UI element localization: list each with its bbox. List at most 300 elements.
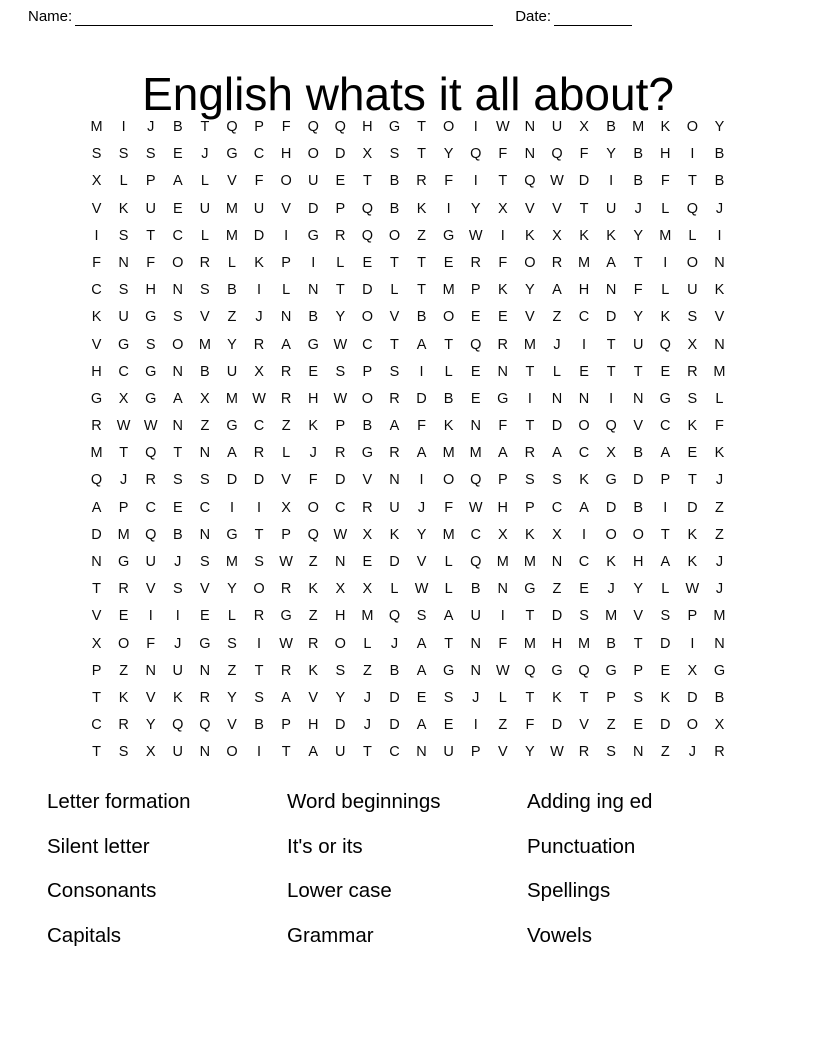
grid-cell[interactable]: G: [442, 662, 455, 679]
grid-cell[interactable]: O: [632, 526, 644, 543]
grid-cell[interactable]: K: [118, 689, 129, 706]
grid-cell[interactable]: J: [553, 336, 561, 353]
grid-cell[interactable]: A: [497, 445, 508, 462]
grid-cell[interactable]: D: [389, 689, 400, 706]
grid-cell[interactable]: Z: [227, 309, 237, 326]
grid-cell[interactable]: Q: [307, 119, 319, 135]
grid-cell[interactable]: H: [145, 282, 156, 299]
grid-cell[interactable]: H: [362, 119, 373, 135]
grid-cell[interactable]: O: [172, 336, 184, 353]
grid-cell[interactable]: B: [389, 662, 400, 679]
grid-cell[interactable]: L: [282, 282, 291, 299]
grid-cell[interactable]: C: [118, 363, 129, 380]
grid-cell[interactable]: V: [145, 581, 156, 598]
grid-cell[interactable]: D: [91, 526, 102, 543]
grid-cell[interactable]: M: [713, 363, 726, 380]
grid-cell[interactable]: L: [661, 282, 670, 299]
grid-cell[interactable]: L: [444, 581, 453, 598]
grid-cell[interactable]: X: [200, 390, 210, 407]
grid-cell[interactable]: P: [497, 472, 508, 489]
grid-cell[interactable]: N: [714, 254, 725, 271]
grid-cell[interactable]: O: [226, 744, 238, 761]
grid-cell[interactable]: N: [172, 363, 184, 380]
grid-cell[interactable]: S: [416, 608, 427, 625]
grid-cell[interactable]: V: [714, 309, 725, 326]
grid-cell[interactable]: S: [172, 309, 183, 326]
grid-cell[interactable]: T: [92, 581, 101, 598]
grid-cell[interactable]: O: [578, 418, 590, 435]
grid-cell[interactable]: R: [714, 744, 725, 761]
grid-cell[interactable]: X: [335, 581, 346, 598]
grid-cell[interactable]: L: [498, 689, 507, 706]
grid-cell[interactable]: T: [254, 662, 264, 679]
grid-cell[interactable]: E: [660, 662, 671, 679]
grid-cell[interactable]: L: [688, 227, 697, 244]
grid-cell[interactable]: O: [686, 119, 698, 135]
grid-cell[interactable]: D: [660, 635, 671, 652]
grid-cell[interactable]: X: [254, 363, 264, 380]
grid-cell[interactable]: S: [118, 744, 129, 761]
grid-cell[interactable]: V: [525, 309, 535, 326]
grid-cell[interactable]: M: [577, 635, 591, 652]
grid-cell[interactable]: S: [389, 146, 400, 163]
grid-cell[interactable]: G: [605, 472, 617, 489]
grid-cell[interactable]: U: [172, 662, 184, 679]
grid-cell[interactable]: Z: [417, 227, 426, 244]
grid-cell[interactable]: L: [390, 581, 399, 598]
grid-cell[interactable]: S: [525, 472, 535, 489]
grid-cell[interactable]: X: [606, 445, 616, 462]
grid-cell[interactable]: D: [551, 418, 563, 435]
grid-cell[interactable]: S: [335, 662, 346, 679]
grid-cell[interactable]: Q: [361, 200, 373, 217]
grid-cell[interactable]: I: [500, 227, 505, 244]
grid-cell[interactable]: T: [660, 526, 670, 543]
grid-cell[interactable]: X: [91, 173, 102, 190]
grid-cell[interactable]: Q: [686, 200, 698, 217]
grid-cell[interactable]: P: [254, 119, 264, 135]
grid-cell[interactable]: K: [118, 200, 129, 217]
grid-cell[interactable]: P: [606, 689, 616, 706]
grid-cell[interactable]: H: [632, 554, 644, 570]
grid-cell[interactable]: X: [714, 717, 725, 734]
grid-cell[interactable]: T: [417, 119, 426, 135]
grid-cell[interactable]: C: [91, 717, 102, 734]
grid-cell[interactable]: N: [524, 146, 536, 163]
grid-cell[interactable]: Y: [443, 146, 454, 163]
grid-cell[interactable]: M: [225, 227, 238, 244]
grid-cell[interactable]: J: [715, 472, 724, 489]
grid-cell[interactable]: K: [660, 309, 671, 326]
grid-cell[interactable]: J: [390, 635, 399, 652]
grid-cell[interactable]: E: [118, 608, 129, 625]
grid-cell[interactable]: W: [468, 499, 483, 516]
grid-cell[interactable]: Y: [633, 581, 644, 598]
grid-cell[interactable]: E: [497, 309, 508, 326]
grid-cell[interactable]: E: [470, 309, 481, 326]
grid-cell[interactable]: O: [307, 499, 319, 516]
grid-cell[interactable]: T: [444, 635, 454, 652]
grid-cell[interactable]: A: [606, 254, 616, 271]
grid-cell[interactable]: K: [660, 689, 671, 706]
grid-cell[interactable]: C: [551, 499, 563, 516]
grid-cell[interactable]: D: [389, 717, 400, 734]
grid-cell[interactable]: N: [497, 581, 509, 598]
grid-cell[interactable]: I: [717, 227, 722, 244]
grid-cell[interactable]: U: [335, 744, 346, 761]
grid-cell[interactable]: A: [389, 418, 400, 435]
grid-cell[interactable]: D: [687, 689, 698, 706]
grid-cell[interactable]: B: [633, 499, 644, 516]
grid-cell[interactable]: I: [663, 499, 668, 516]
grid-cell[interactable]: O: [686, 717, 698, 734]
grid-cell[interactable]: T: [173, 445, 183, 462]
grid-cell[interactable]: P: [281, 254, 291, 271]
grid-cell[interactable]: D: [632, 472, 644, 489]
grid-cell[interactable]: T: [146, 227, 156, 244]
grid-cell[interactable]: I: [663, 254, 668, 271]
grid-cell[interactable]: H: [335, 608, 346, 625]
grid-cell[interactable]: G: [199, 635, 211, 652]
grid-cell[interactable]: W: [143, 418, 158, 435]
grid-cell[interactable]: N: [172, 418, 184, 435]
grid-cell[interactable]: S: [660, 608, 671, 625]
grid-cell[interactable]: A: [416, 662, 427, 679]
grid-cell[interactable]: R: [253, 445, 265, 462]
grid-cell[interactable]: R: [91, 418, 102, 435]
grid-cell[interactable]: O: [253, 581, 265, 598]
grid-cell[interactable]: A: [281, 336, 291, 353]
grid-cell[interactable]: F: [633, 282, 643, 299]
grid-cell[interactable]: T: [281, 744, 291, 761]
grid-cell[interactable]: J: [147, 119, 155, 135]
grid-cell[interactable]: G: [524, 581, 536, 598]
grid-cell[interactable]: Y: [227, 689, 237, 706]
grid-cell[interactable]: R: [307, 635, 319, 652]
grid-cell[interactable]: K: [552, 689, 562, 706]
grid-cell[interactable]: M: [659, 227, 672, 244]
grid-cell[interactable]: L: [119, 173, 128, 190]
grid-cell[interactable]: K: [606, 227, 616, 244]
grid-cell[interactable]: B: [606, 635, 616, 652]
grid-cell[interactable]: M: [496, 554, 509, 570]
grid-cell[interactable]: V: [91, 200, 102, 217]
grid-cell[interactable]: I: [311, 254, 316, 271]
grid-cell[interactable]: K: [606, 554, 616, 570]
grid-cell[interactable]: Y: [714, 119, 725, 135]
grid-cell[interactable]: L: [390, 282, 399, 299]
grid-cell[interactable]: T: [92, 744, 101, 761]
grid-cell[interactable]: C: [145, 499, 156, 516]
grid-cell[interactable]: I: [257, 744, 262, 761]
grid-cell[interactable]: C: [578, 554, 590, 570]
grid-cell[interactable]: Y: [525, 282, 535, 299]
grid-cell[interactable]: P: [660, 472, 671, 489]
grid-cell[interactable]: M: [632, 119, 645, 135]
grid-cell[interactable]: V: [145, 689, 156, 706]
grid-cell[interactable]: O: [442, 309, 455, 326]
grid-cell[interactable]: I: [609, 173, 614, 190]
grid-cell[interactable]: Q: [145, 445, 157, 462]
grid-cell[interactable]: W: [414, 581, 429, 598]
grid-cell[interactable]: H: [660, 146, 671, 163]
grid-cell[interactable]: S: [118, 282, 129, 299]
grid-cell[interactable]: R: [253, 608, 265, 625]
grid-cell[interactable]: L: [200, 227, 209, 244]
grid-cell[interactable]: N: [199, 744, 211, 761]
grid-cell[interactable]: K: [308, 662, 319, 679]
grid-cell[interactable]: F: [525, 717, 535, 734]
grid-cell[interactable]: P: [362, 363, 373, 380]
grid-cell[interactable]: D: [253, 227, 265, 244]
grid-cell[interactable]: N: [145, 662, 156, 679]
grid-cell[interactable]: G: [388, 119, 401, 135]
grid-cell[interactable]: A: [552, 282, 562, 299]
grid-cell[interactable]: V: [281, 200, 291, 217]
grid-cell[interactable]: H: [578, 282, 590, 299]
grid-cell[interactable]: Z: [200, 418, 210, 435]
grid-cell[interactable]: K: [579, 227, 589, 244]
grid-cell[interactable]: R: [524, 445, 536, 462]
grid-cell[interactable]: X: [552, 526, 562, 543]
grid-cell[interactable]: P: [470, 744, 481, 761]
grid-cell[interactable]: X: [362, 526, 373, 543]
grid-cell[interactable]: I: [609, 390, 614, 407]
grid-cell[interactable]: K: [91, 309, 102, 326]
grid-cell[interactable]: T: [498, 173, 508, 190]
grid-cell[interactable]: T: [254, 526, 264, 543]
grid-cell[interactable]: W: [333, 336, 348, 353]
grid-cell[interactable]: C: [362, 336, 373, 353]
grid-cell[interactable]: I: [257, 282, 262, 299]
grid-cell[interactable]: P: [145, 173, 156, 190]
grid-cell[interactable]: J: [174, 635, 182, 652]
grid-cell[interactable]: Q: [307, 526, 319, 543]
grid-cell[interactable]: T: [579, 689, 589, 706]
grid-cell[interactable]: H: [307, 717, 319, 734]
grid-cell[interactable]: G: [145, 390, 157, 407]
grid-cell[interactable]: Y: [227, 581, 237, 598]
grid-cell[interactable]: A: [416, 635, 427, 652]
grid-cell[interactable]: I: [527, 390, 532, 407]
grid-cell[interactable]: B: [443, 390, 454, 407]
grid-cell[interactable]: Y: [227, 336, 237, 353]
grid-cell[interactable]: U: [172, 744, 184, 761]
grid-cell[interactable]: X: [118, 390, 129, 407]
grid-cell[interactable]: V: [227, 173, 237, 190]
grid-cell[interactable]: U: [199, 200, 211, 217]
grid-cell[interactable]: G: [307, 227, 319, 244]
grid-cell[interactable]: Y: [335, 689, 346, 706]
grid-cell[interactable]: K: [389, 526, 400, 543]
grid-cell[interactable]: N: [199, 445, 211, 462]
grid-cell[interactable]: I: [690, 635, 695, 652]
grid-cell[interactable]: S: [227, 635, 237, 652]
grid-cell[interactable]: U: [551, 119, 563, 135]
grid-cell[interactable]: V: [525, 200, 535, 217]
grid-cell[interactable]: J: [363, 689, 371, 706]
grid-cell[interactable]: T: [444, 336, 454, 353]
grid-cell[interactable]: S: [145, 146, 156, 163]
grid-cell[interactable]: B: [227, 282, 237, 299]
grid-cell[interactable]: T: [525, 608, 535, 625]
grid-cell[interactable]: S: [118, 227, 129, 244]
grid-cell[interactable]: N: [632, 744, 644, 761]
grid-cell[interactable]: S: [552, 472, 562, 489]
grid-cell[interactable]: I: [419, 472, 424, 489]
grid-cell[interactable]: R: [551, 254, 563, 271]
grid-cell[interactable]: L: [336, 254, 345, 271]
grid-cell[interactable]: U: [118, 309, 129, 326]
grid-cell[interactable]: V: [91, 608, 102, 625]
grid-cell[interactable]: X: [91, 635, 102, 652]
grid-cell[interactable]: W: [279, 554, 293, 570]
grid-cell[interactable]: E: [470, 363, 481, 380]
grid-cell[interactable]: C: [172, 227, 184, 244]
grid-cell[interactable]: D: [253, 472, 265, 489]
grid-cell[interactable]: C: [91, 282, 102, 299]
grid-cell[interactable]: S: [200, 282, 210, 299]
grid-cell[interactable]: S: [118, 146, 129, 163]
grid-cell[interactable]: F: [498, 635, 508, 652]
grid-cell[interactable]: L: [661, 581, 670, 598]
grid-cell[interactable]: M: [225, 390, 238, 407]
grid-cell[interactable]: G: [280, 608, 292, 625]
grid-cell[interactable]: B: [714, 146, 725, 163]
grid-cell[interactable]: B: [362, 418, 373, 435]
grid-cell[interactable]: V: [308, 689, 319, 706]
grid-cell[interactable]: M: [117, 526, 130, 543]
grid-cell[interactable]: I: [121, 119, 126, 135]
grid-cell[interactable]: Q: [145, 526, 157, 543]
grid-cell[interactable]: G: [659, 390, 671, 407]
grid-cell[interactable]: G: [117, 336, 130, 353]
grid-cell[interactable]: S: [145, 336, 156, 353]
grid-cell[interactable]: L: [661, 200, 670, 217]
grid-cell[interactable]: T: [633, 363, 643, 380]
grid-cell[interactable]: F: [146, 254, 156, 271]
grid-cell[interactable]: O: [442, 119, 455, 135]
grid-cell[interactable]: V: [91, 336, 102, 353]
grid-cell[interactable]: G: [551, 662, 563, 679]
grid-cell[interactable]: Q: [605, 418, 617, 435]
grid-cell[interactable]: E: [660, 363, 671, 380]
grid-cell[interactable]: K: [497, 282, 508, 299]
grid-cell[interactable]: B: [200, 363, 210, 380]
grid-cell[interactable]: M: [442, 282, 455, 299]
grid-cell[interactable]: M: [90, 445, 103, 462]
grid-cell[interactable]: M: [442, 526, 455, 543]
grid-cell[interactable]: K: [254, 254, 264, 271]
grid-cell[interactable]: F: [281, 119, 291, 135]
grid-cell[interactable]: B: [470, 581, 481, 598]
grid-cell[interactable]: Z: [227, 662, 237, 679]
grid-cell[interactable]: N: [524, 119, 536, 135]
grid-cell[interactable]: O: [117, 635, 130, 652]
grid-cell[interactable]: E: [308, 363, 319, 380]
grid-cell[interactable]: F: [417, 418, 426, 435]
grid-cell[interactable]: L: [227, 608, 236, 625]
grid-cell[interactable]: Q: [226, 119, 238, 135]
grid-cell[interactable]: V: [200, 581, 210, 598]
grid-cell[interactable]: M: [361, 608, 374, 625]
grid-cell[interactable]: W: [116, 418, 131, 435]
grid-cell[interactable]: A: [660, 445, 671, 462]
grid-cell[interactable]: T: [525, 689, 535, 706]
grid-cell[interactable]: W: [279, 635, 293, 652]
grid-cell[interactable]: J: [309, 445, 317, 462]
grid-cell[interactable]: N: [91, 554, 102, 570]
grid-cell[interactable]: B: [633, 146, 644, 163]
grid-cell[interactable]: D: [416, 390, 427, 407]
grid-cell[interactable]: N: [470, 418, 481, 435]
grid-cell[interactable]: Z: [552, 581, 562, 598]
grid-cell[interactable]: J: [417, 499, 426, 516]
grid-cell[interactable]: T: [92, 689, 101, 706]
grid-cell[interactable]: V: [416, 554, 427, 570]
grid-cell[interactable]: I: [500, 608, 505, 625]
grid-cell[interactable]: I: [94, 227, 99, 244]
grid-cell[interactable]: Q: [361, 227, 373, 244]
grid-cell[interactable]: T: [525, 418, 535, 435]
grid-cell[interactable]: V: [200, 309, 210, 326]
grid-cell[interactable]: Y: [335, 309, 346, 326]
grid-cell[interactable]: X: [579, 119, 589, 135]
grid-cell[interactable]: X: [497, 200, 508, 217]
grid-cell[interactable]: W: [252, 390, 266, 407]
grid-cell[interactable]: N: [172, 282, 184, 299]
grid-cell[interactable]: A: [443, 608, 454, 625]
grid-cell[interactable]: S: [606, 744, 616, 761]
grid-cell[interactable]: A: [552, 445, 562, 462]
grid-cell[interactable]: Q: [470, 336, 482, 353]
grid-cell[interactable]: X: [687, 662, 698, 679]
grid-cell[interactable]: Z: [552, 309, 562, 326]
grid-cell[interactable]: E: [470, 390, 481, 407]
grid-cell[interactable]: O: [172, 254, 184, 271]
grid-cell[interactable]: O: [388, 227, 401, 244]
grid-cell[interactable]: A: [172, 390, 183, 407]
grid-cell[interactable]: E: [362, 554, 373, 570]
grid-cell[interactable]: S: [389, 363, 400, 380]
grid-cell[interactable]: N: [416, 744, 427, 761]
grid-cell[interactable]: B: [308, 309, 319, 326]
grid-cell[interactable]: B: [254, 717, 264, 734]
grid-cell[interactable]: D: [226, 472, 238, 489]
grid-cell[interactable]: R: [280, 662, 292, 679]
grid-cell[interactable]: A: [281, 689, 291, 706]
grid-cell[interactable]: U: [389, 499, 400, 516]
grid-cell[interactable]: R: [578, 744, 590, 761]
name-field[interactable]: [28, 9, 493, 26]
grid-cell[interactable]: K: [660, 119, 671, 135]
grid-cell[interactable]: K: [172, 689, 183, 706]
grid-cell[interactable]: G: [145, 363, 157, 380]
grid-cell[interactable]: I: [473, 717, 478, 734]
grid-cell[interactable]: K: [525, 227, 535, 244]
grid-cell[interactable]: B: [714, 689, 725, 706]
grid-cell[interactable]: K: [714, 282, 725, 299]
grid-cell[interactable]: T: [119, 445, 129, 462]
grid-cell[interactable]: Q: [470, 146, 482, 163]
grid-cell[interactable]: N: [199, 662, 211, 679]
grid-cell[interactable]: T: [633, 254, 643, 271]
name-write-line[interactable]: [75, 12, 493, 26]
grid-cell[interactable]: D: [335, 146, 346, 163]
grid-cell[interactable]: N: [470, 635, 481, 652]
grid-cell[interactable]: T: [362, 744, 372, 761]
grid-cell[interactable]: H: [551, 635, 563, 652]
